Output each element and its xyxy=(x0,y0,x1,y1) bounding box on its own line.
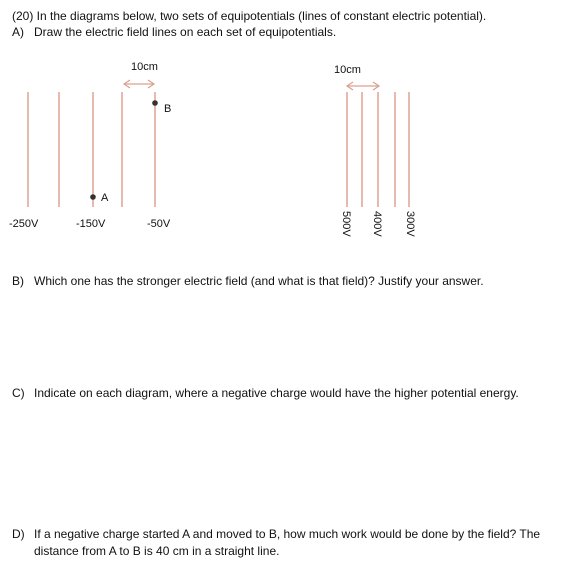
part-a-text: Draw the electric field lines on each set of equipotentials. xyxy=(34,25,337,39)
right-spacing-arrow xyxy=(347,82,379,90)
left-spacing-label: 10cm xyxy=(131,61,158,73)
part-c-letter: C) xyxy=(12,386,25,400)
question-intro: (20) In the diagrams below, two sets of equipotentials (lines of constant electric potential). xyxy=(12,9,487,23)
right-potential-1: 500V xyxy=(340,211,352,237)
right-potential-2: 400V xyxy=(371,211,383,237)
right-spacing-label: 10cm xyxy=(334,64,361,76)
part-a-letter: A) xyxy=(12,25,24,39)
equipotential-diagrams xyxy=(0,0,577,260)
point-a-label: A xyxy=(101,192,109,204)
point-a-marker xyxy=(90,194,96,200)
right-potential-3: 300V xyxy=(404,211,416,237)
point-b-marker xyxy=(152,100,158,106)
part-d-letter: D) xyxy=(12,527,25,541)
left-potential-2: -150V xyxy=(76,218,106,230)
left-spacing-arrow xyxy=(124,80,154,88)
left-equipotential-lines xyxy=(28,92,155,207)
point-b-label: B xyxy=(164,103,172,115)
part-b-letter: B) xyxy=(12,274,24,288)
left-potential-1: -250V xyxy=(9,218,39,230)
part-d-text: If a negative charge started A and moved to B, how much work would be done by the field? The distance from A to B is 40 cm in a straight line. xyxy=(34,527,541,558)
part-b-text: Which one has the stronger electric field (and what is that field)? Justify your answer. xyxy=(34,274,484,288)
left-potential-3: -50V xyxy=(147,218,171,230)
part-c-text: Indicate on each diagram, where a negative charge would have the higher potential energy. xyxy=(34,386,519,400)
right-equipotential-lines xyxy=(347,92,409,207)
